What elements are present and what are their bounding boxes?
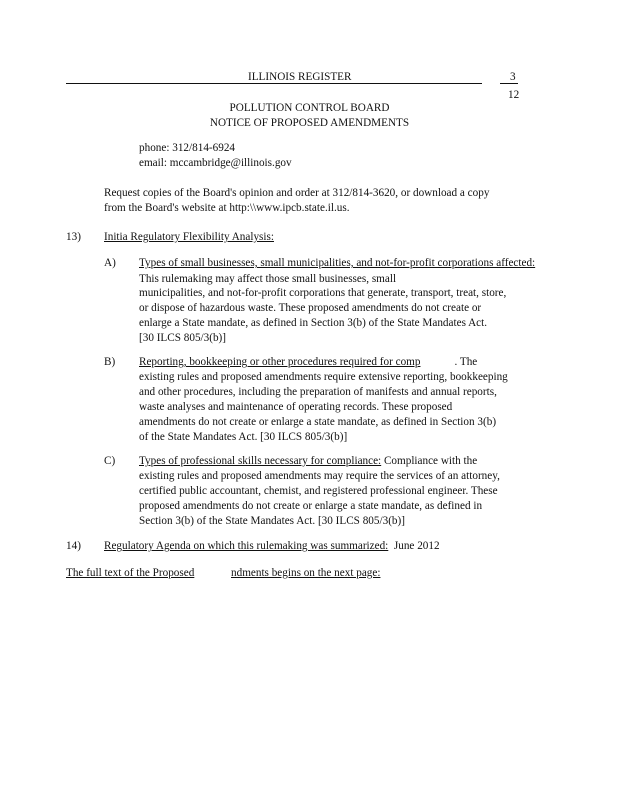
- item-a-paragraph: [139, 256, 539, 287]
- item-c-heading: Types of professional skills necessary for compliance:: [139, 455, 382, 467]
- item-a-heading: Types of small businesses, small municipalities, and not-for-profit corporations affected:: [139, 257, 536, 269]
- contact-email: email: mccambridge@illinois.gov: [139, 157, 292, 169]
- item-c-line-3: proposed amendments do not create or enlarge a state mandate, as defined in: [139, 500, 483, 512]
- notice-title: NOTICE OF PROPOSED AMENDMENTS: [209, 117, 410, 129]
- item-c-line-1: existing rules and proposed amendments may require the services of an attorney,: [139, 470, 500, 482]
- item-a-line-4: enlarge a State mandate, as defined in Section 3(b) of the State Mandates Act.: [139, 317, 488, 329]
- item-a-line-2: municipalities, and not-for-profit corporations that generate, transport, treat, store,: [139, 287, 507, 299]
- section-13-number: 13): [66, 231, 81, 243]
- page-number: 3: [510, 71, 516, 83]
- section-14-value: June 2012: [393, 540, 440, 552]
- item-b-line-4: amendments do not create or enlarge a state mandate, as defined in Section 3(b): [139, 416, 497, 428]
- item-c-trail: Compliance with the: [381, 455, 478, 467]
- item-c-line-4: Section 3(b) of the State Mandates Act. [30 ILCS 805/3(b)]: [139, 515, 405, 527]
- item-b-line-3: waste analyses and maintenance of operating records. These proposed: [139, 401, 453, 413]
- item-b-first-line: [139, 355, 477, 371]
- section-14-number: 14): [66, 540, 81, 552]
- item-b-line-2: and other procedures, including the preparation of manifests and annual reports,: [139, 386, 497, 398]
- section-13-title: Initia Regulatory Flexibility Analysis:: [104, 231, 274, 243]
- item-a-label: A): [104, 257, 116, 269]
- item-b-heading: Reporting, bookkeeping or other procedures required for comp: [139, 356, 421, 368]
- section-14-text: Regulatory Agenda on which this rulemaking was summarized:: [104, 540, 389, 552]
- contact-phone: phone: 312/814-6924: [139, 142, 236, 154]
- item-c-first-line: [139, 454, 477, 470]
- issue-number: 12: [508, 89, 520, 101]
- request-line-1: Request copies of the Board's opinion and order at 312/814-3620, or download a copy: [104, 187, 490, 199]
- item-a-line-5: [30 ILCS 805/3(b)]: [139, 332, 227, 344]
- item-b-label: B): [104, 356, 116, 368]
- footer-text-part-2: ndments begins on the next page:: [231, 567, 381, 579]
- agency-title: POLLUTION CONTROL BOARD: [229, 102, 390, 114]
- section-14-line: [104, 539, 440, 555]
- item-a-line-3: or dispose of hazardous waste. These proposed amendments do not create or: [139, 302, 482, 314]
- register-title: ILLINOIS REGISTER: [248, 71, 352, 83]
- item-a-line-1: This rulemaking may affect those small businesses, small: [139, 272, 397, 285]
- footer-text-part-1: The full text of the Proposed: [66, 567, 195, 579]
- request-line-2: from the Board's website at http:\\www.ipcb.state.il.us.: [104, 202, 350, 214]
- item-b-line-1: existing rules and proposed amendments require extensive reporting, bookkeeping: [139, 371, 508, 383]
- item-b-trail: . The: [454, 356, 478, 368]
- item-c-label: C): [104, 455, 116, 467]
- item-c-line-2: certified public accountant, chemist, and registered professional engineer. These: [139, 485, 498, 497]
- item-b-line-5: of the State Mandates Act. [30 ILCS 805/3(b)]: [139, 431, 348, 443]
